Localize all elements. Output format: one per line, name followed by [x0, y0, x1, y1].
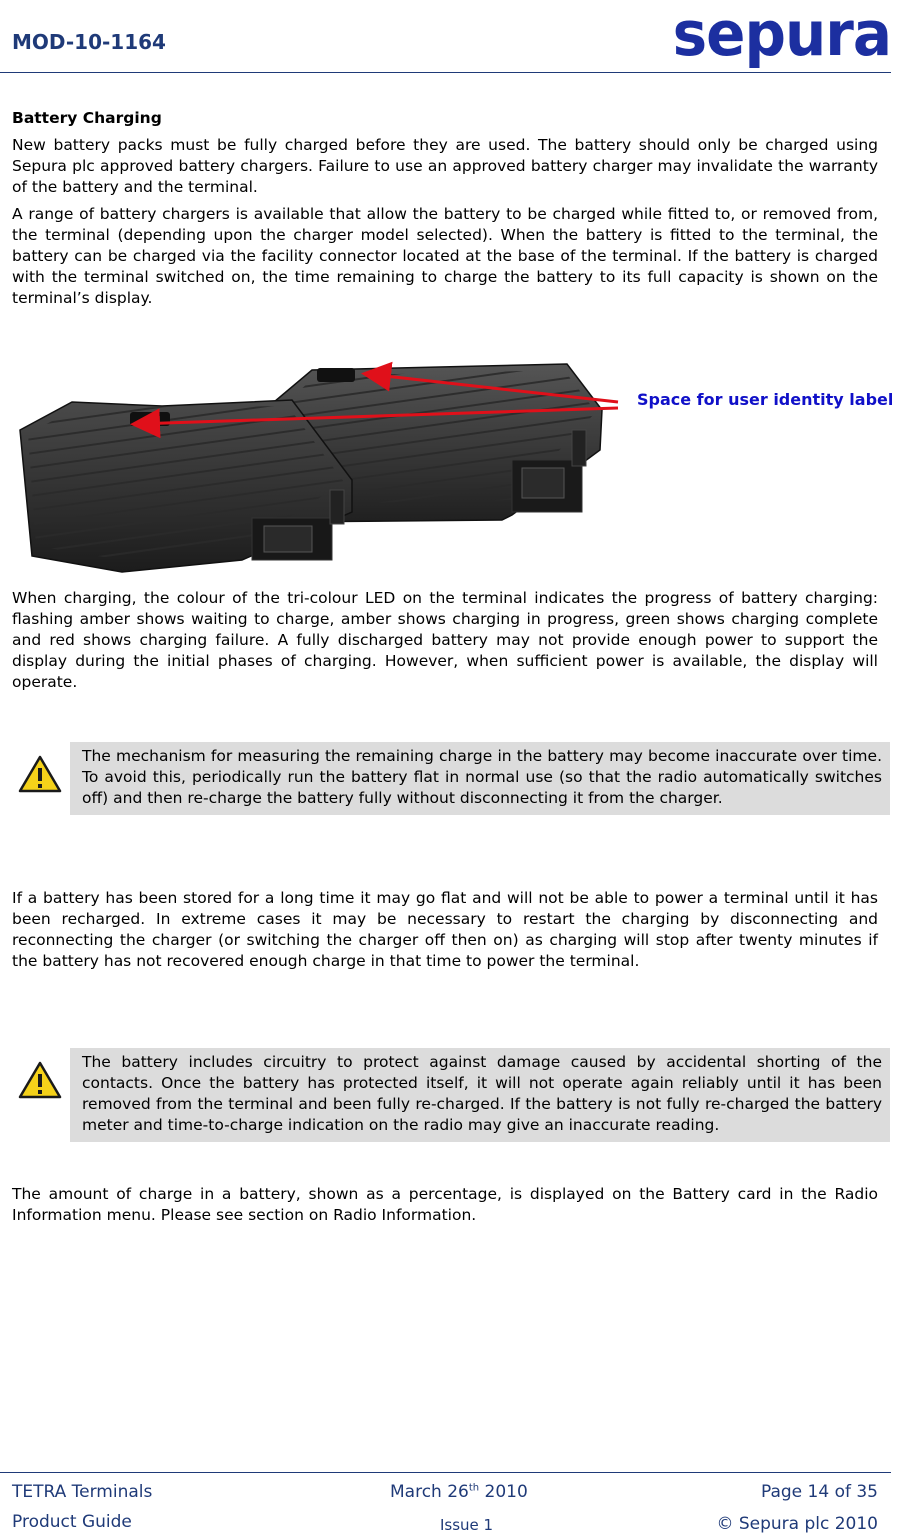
header-divider — [0, 72, 891, 73]
section-battery-percentage — [12, 1184, 878, 1226]
paragraph-stored-battery: If a battery has been stored for a long time it may go flat and will not be able to power a terminal until it has been recharged. In extreme cases it may be necessary to restart the charging by disconnecting and reconnecting the charger (or switching the charger off then on) as charging will stop after twenty minutes if the battery has not recovered enough charge in that time to power the terminal. — [12, 889, 878, 970]
footer-date: March 26th 2010 — [390, 1482, 528, 1502]
page-footer — [0, 1476, 911, 1540]
section-led-indicator — [12, 588, 878, 693]
battery-photo-figure — [12, 350, 911, 580]
note-text: The battery includes circuitry to protect against damage caused by accidental shorting of the contacts. Once the battery has protected itself, it will not operate again reliably until it has been removed from the terminal and been fully re-charged. If the battery is not fully re-charged the battery meter and time-to-charge indication on the radio may give an inaccurate reading. — [70, 1048, 890, 1142]
note-text: The mechanism for measuring the remaining charge in the battery may become inaccurate over time. To avoid this, periodically run the battery flat in normal use (so that the radio automatically switches off) and then re-charge the battery fully without disconnecting it from the charger. — [70, 742, 890, 815]
footer-divider — [0, 1472, 891, 1473]
paragraph-led-colours: When charging, the colour of the tri-colour LED on the terminal indicates the progress of battery charging: flashing amber shows waiting to charge, amber shows charging in progress, green shows charging complete and red shows charging failure. A fully discharged battery may not provide enough power to support the display during the initial phases of charging. However, when sufficient power is available, the display will operate. — [12, 589, 878, 691]
battery-pack-front — [20, 400, 352, 572]
battery-packs-illustration — [12, 350, 911, 580]
warning-icon — [18, 1060, 62, 1100]
footer-doc-type: Product Guide — [12, 1512, 132, 1532]
sepura-logo: sepura — [672, 0, 891, 71]
paragraph-battery-percentage: The amount of charge in a battery, shown as a percentage, is displayed on the Battery card in the Radio Information menu. Please see section on Radio Information. — [12, 1185, 878, 1224]
paragraph-charger-range: A range of battery chargers is available that allow the battery to be charged while fitted to, or removed from, the terminal (depending upon the charger model selected). When the battery is fitted to the terminal, the battery can be charged via the facility connector located at the base of the terminal. If the battery is charged with the terminal switched on, the time remaining to charge the battery to its full capacity is shown on the terminal’s display. — [12, 205, 878, 307]
section-stored-battery — [12, 888, 878, 972]
footer-issue: Issue 1 — [440, 1516, 494, 1534]
footer-page-number: Page 14 of 35 — [760, 1482, 878, 1502]
section-battery-charging — [12, 108, 878, 309]
footer-copyright: © Sepura plc 2010 — [716, 1514, 878, 1534]
warning-icon — [18, 754, 62, 794]
figure-callout-label: Space for user identity label — [637, 390, 894, 409]
page-header — [0, 0, 911, 74]
paragraph-approved-chargers: New battery packs must be fully charged before they are used. The battery should only be charged using Sepura plc approved battery chargers. Failure to use an approved battery charger may invalidate the warranty of the battery and the terminal. — [12, 136, 878, 196]
footer-product-line: TETRA Terminals — [12, 1482, 153, 1502]
document-id: MOD-10-1164 — [12, 30, 166, 54]
section-heading: Battery Charging — [12, 109, 162, 127]
